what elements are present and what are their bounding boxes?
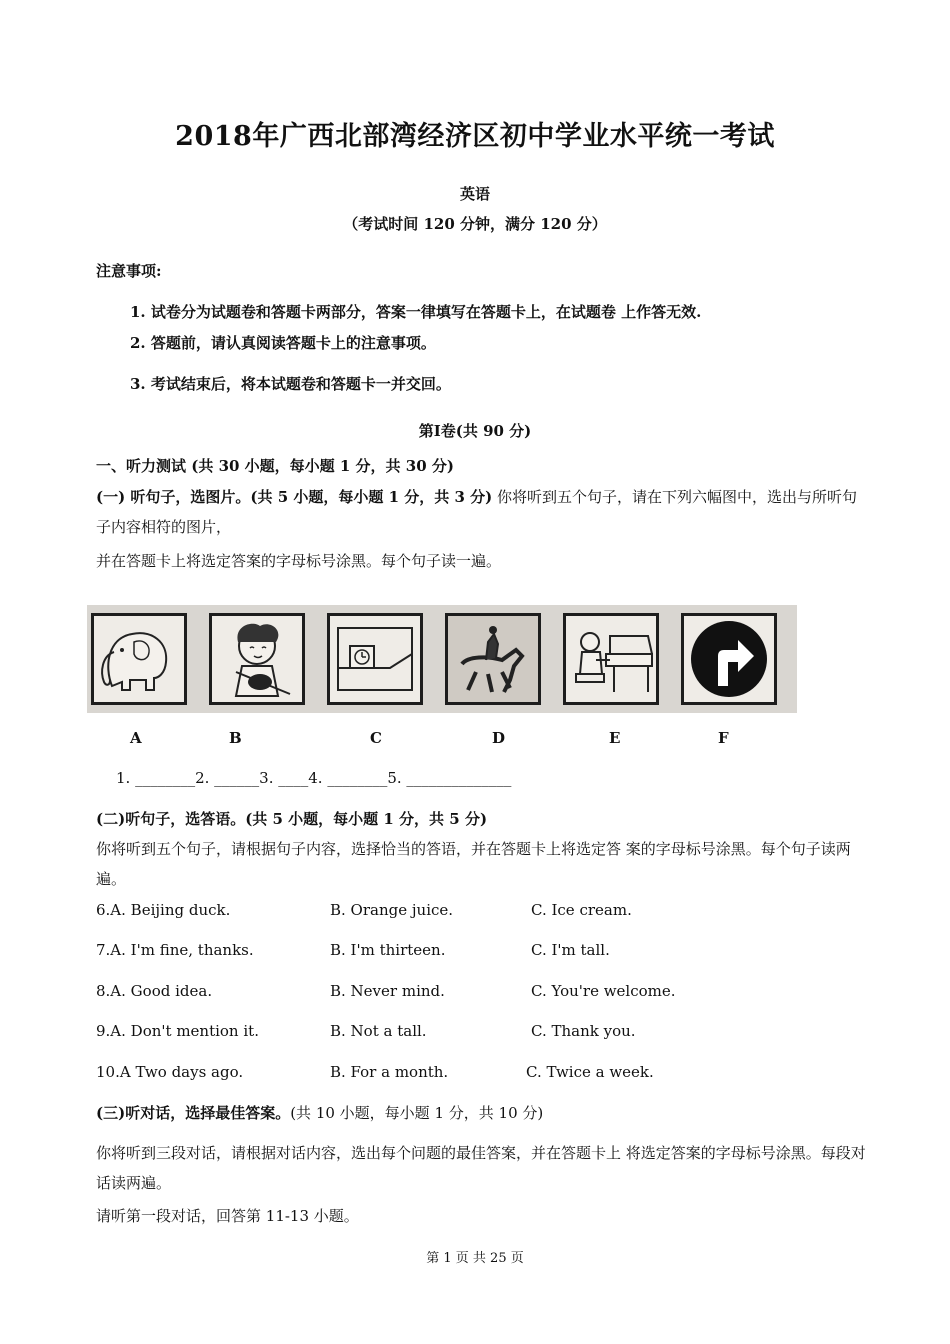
question-9-a: 9.A. Don't mention it.: [96, 1022, 259, 1040]
listening-2-heading: (二)听句子，选答语。(共 5 小题，每小题 1 分，共 5 分): [96, 810, 488, 828]
question-8-a: 8.A. Good idea.: [96, 982, 213, 1000]
question-6-b: B. Orange juice.: [330, 901, 454, 919]
picture-f: [681, 613, 777, 705]
listening-2-instruction: 你将听到五个句子，请根据句子内容，选择恰当的答语，并在答题卡上将选定答 案的字母标号涂黑。每个句子读两遍。: [96, 840, 851, 888]
exam-info: （考试时间 120 分钟，满分 120 分）: [343, 215, 607, 233]
listening-3-heading: [96, 1102, 543, 1123]
listening-1-block: [96, 482, 866, 542]
listening-3-instruction: 你将听到三段对话，请根据对话内容，选出每个问题的最佳答案，并在答题卡上 将选定答案的字母标号涂黑。每段对话读两遍。: [96, 1144, 866, 1192]
picture-label-c: C: [370, 729, 382, 747]
question-7-a: 7.A. I'm fine, thanks.: [96, 941, 254, 959]
question-7-c: C. I'm tall.: [531, 941, 610, 959]
picture-b: [209, 613, 305, 705]
first-dialogue-prompt: 请听第一段对话，回答第 11-13 小题。: [96, 1207, 359, 1225]
picture-strip: [87, 605, 797, 713]
part1-title: 第Ⅰ卷(共 90 分): [418, 422, 532, 440]
question-10-b: B. For a month.: [330, 1063, 449, 1081]
question-10-a: 10.A Two days ago.: [96, 1063, 244, 1081]
elephant-icon: [94, 616, 184, 702]
question-6-a: 6.A. Beijing duck.: [96, 901, 231, 919]
question-8-c: C. You're welcome.: [531, 982, 676, 1000]
listening-1-instruction: 你将听到五个句子，请在下列六幅图中，选出与所听句子内容相符的图片，: [96, 488, 858, 536]
clock-desk-icon: [330, 616, 420, 702]
picture-label-e: E: [609, 729, 621, 747]
question-7-b: B. I'm thirteen.: [330, 941, 446, 959]
page-footer: 第 1 页 共 25 页: [426, 1251, 524, 1266]
note-item-2: 2. 答题前，请认真阅读答题卡上的注意事项。: [130, 334, 436, 352]
subject-label: 英语: [459, 185, 490, 203]
picture-c: [327, 613, 423, 705]
picture-e: [563, 613, 659, 705]
question-9-b: B. Not a tall.: [330, 1022, 427, 1040]
note-item-1: 1. 试卷分为试题卷和答题卡两部分，答案一律填写在答题卡上，在试题卷 上作答无效.: [130, 303, 702, 321]
question-8-b: B. Never mind.: [330, 982, 445, 1000]
horse-rider-icon: [448, 616, 538, 702]
question-10-c: C. Twice a week.: [526, 1063, 654, 1081]
question-6-c: C. Ice cream.: [531, 901, 632, 919]
section-heading-info: (共 30 小题，每小题 1 分，共 30 分): [191, 457, 454, 475]
listening-3-heading-label: (三)听对话，选择最佳答案。: [96, 1104, 291, 1122]
girl-violin-icon: [212, 616, 302, 702]
listening-3-heading-info: (共 10 小题，每小题 1 分，共 10 分): [290, 1104, 544, 1122]
answer-blanks: 1. ________2. ______3. ____4. ________5. ______________: [116, 769, 512, 787]
picture-label-f: F: [718, 729, 729, 747]
listening-1-heading: (一) 听句子，选图片。(共 5 小题，每小题 1 分，共 3 分): [96, 488, 493, 506]
note-item-3: 3. 考试结束后，将本试题卷和答题卡一并交回。: [130, 375, 451, 393]
picture-label-d: D: [492, 729, 506, 747]
notes-heading: 注意事项:: [96, 262, 162, 280]
picture-d: [445, 613, 541, 705]
picture-label-a: A: [130, 729, 142, 747]
section-heading-label: 一、听力测试: [96, 457, 187, 475]
turn-right-sign-icon: [684, 616, 774, 702]
section-heading: [96, 455, 454, 476]
listening-1-instruction-2: 并在答题卡上将选定答案的字母标号涂黑。每个句子读一遍。: [96, 552, 502, 570]
picture-label-b: B: [229, 729, 242, 747]
girl-piano-icon: [566, 616, 656, 702]
page-title: 2018年广西北部湾经济区初中学业水平统一考试: [175, 121, 775, 152]
question-9-c: C. Thank you.: [531, 1022, 636, 1040]
picture-a: [91, 613, 187, 705]
